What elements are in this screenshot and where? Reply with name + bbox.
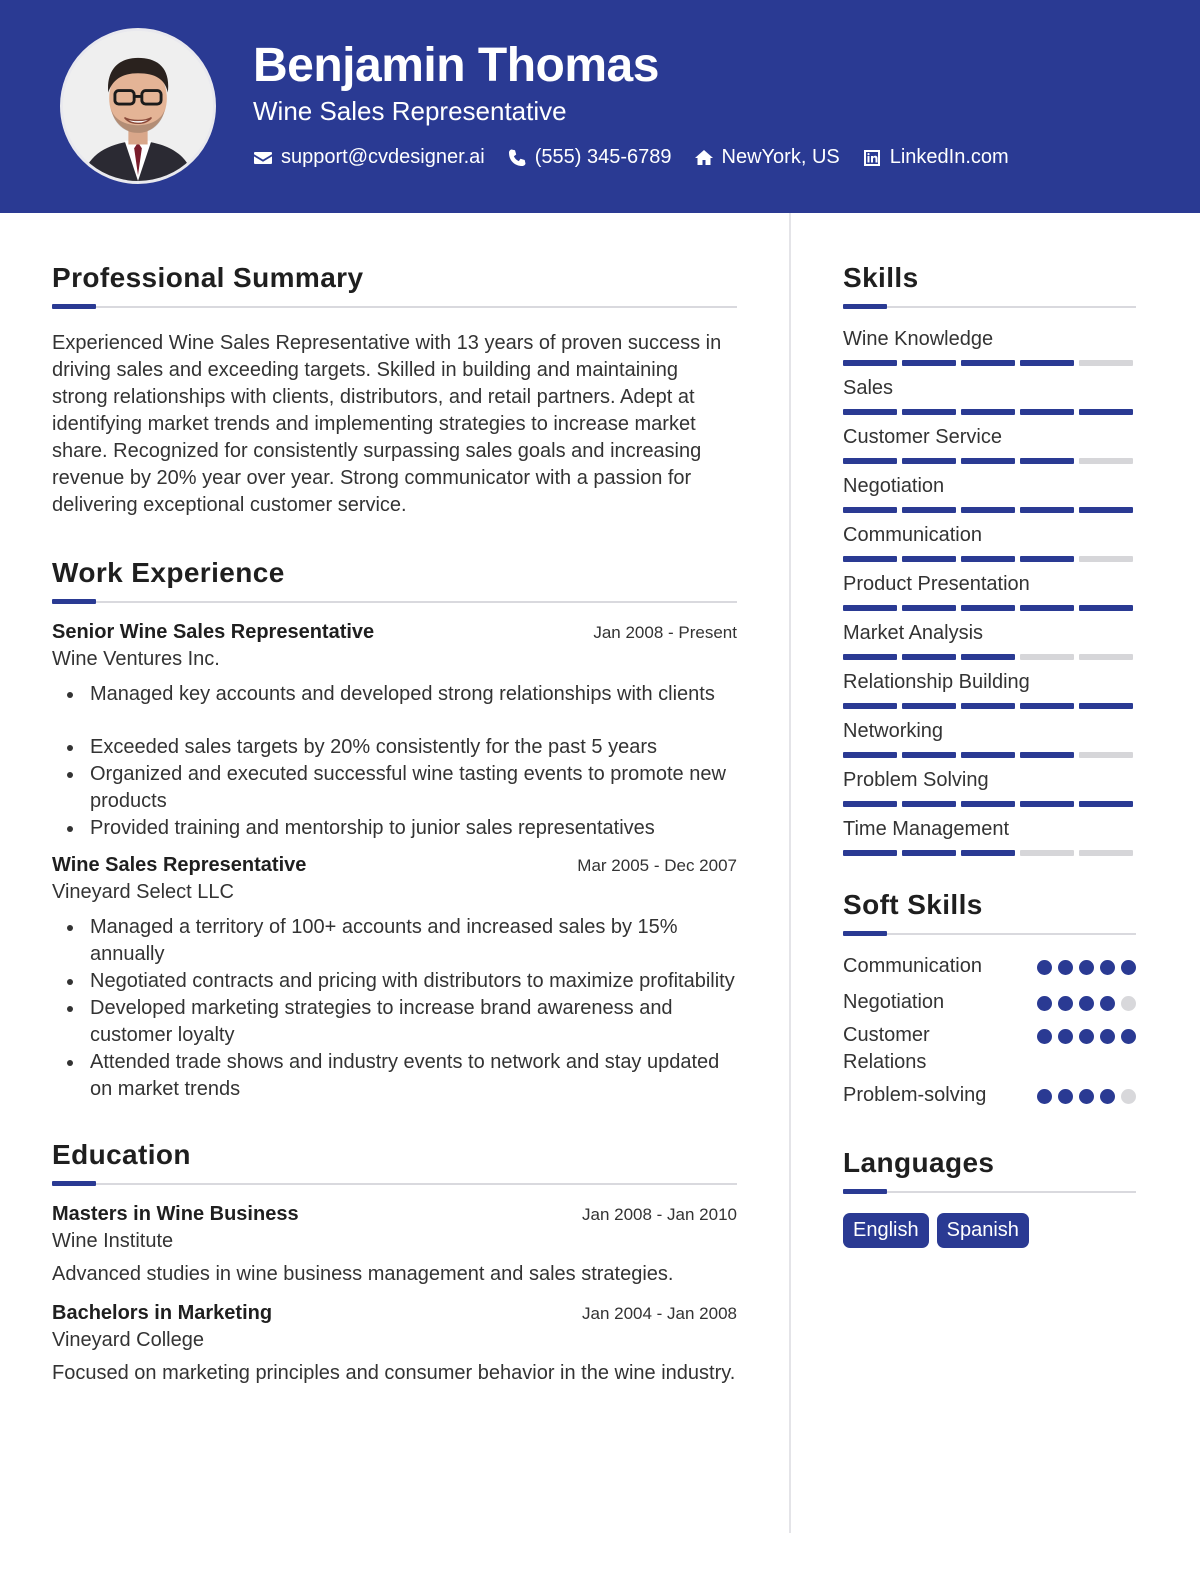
rating-dot (1079, 960, 1094, 975)
list-item: Organized and executed successful wine tasting events to promote new products (52, 761, 737, 815)
skills-section (843, 262, 1136, 865)
rating-dot (1079, 996, 1094, 1011)
skill-name: Customer Service (843, 426, 1002, 448)
job-date: Mar 2005 - Dec 2007 (577, 856, 737, 875)
skill-level-segment (843, 654, 897, 660)
main-column (52, 262, 737, 1387)
contact-location (694, 146, 840, 169)
rating-dot (1058, 1029, 1073, 1044)
section-rule (52, 599, 737, 605)
rating-dot (1058, 996, 1073, 1011)
section-title: Languages (843, 1147, 995, 1178)
contact-email[interactable] (253, 146, 485, 169)
degree-title: Masters in Wine Business (52, 1203, 299, 1225)
skill-level-segment (1020, 654, 1074, 660)
skill-level-segment (961, 409, 1015, 415)
section-title: Skills (843, 262, 919, 293)
skill-item (843, 767, 1136, 816)
resume-header (0, 0, 1200, 213)
education-description: Advanced studies in wine business management and sales strategies. (52, 1263, 674, 1285)
skill-item (843, 424, 1136, 473)
job-company: Wine Ventures Inc. (52, 648, 220, 670)
section-title: Work Experience (52, 557, 285, 588)
skill-level-segment (902, 850, 956, 856)
skill-level-segment (1020, 507, 1074, 513)
job-entry (52, 854, 737, 1103)
skill-level-segment (1079, 507, 1133, 513)
skill-level-bar (843, 409, 1136, 415)
rating-dot (1100, 996, 1115, 1011)
skill-level-segment (1020, 556, 1074, 562)
skill-level-segment (843, 703, 897, 709)
skill-name: Wine Knowledge (843, 328, 994, 350)
skill-level-segment (961, 507, 1015, 513)
soft-skill-item (843, 989, 1136, 1016)
school-name: Wine Institute (52, 1230, 174, 1252)
skill-name: Sales (843, 377, 894, 399)
skill-level-segment (902, 360, 956, 366)
language-tag: Spanish (937, 1213, 1029, 1248)
skills-list (843, 326, 1136, 865)
skill-item (843, 718, 1136, 767)
skill-level-segment (843, 801, 897, 807)
skill-level-segment (1079, 458, 1133, 464)
rating-dot (1037, 960, 1052, 975)
profile-photo-illustration (63, 31, 213, 181)
contact-email-text: support@cvdesigner.ai (281, 146, 485, 168)
contact-location-text: NewYork, US (721, 146, 840, 168)
skill-name: Market Analysis (843, 622, 984, 644)
rating-dot (1058, 1089, 1073, 1104)
skill-level-segment (843, 850, 897, 856)
skill-level-bar (843, 556, 1136, 562)
skill-level-segment (902, 409, 956, 415)
job-company: Vineyard Select LLC (52, 881, 234, 903)
job-bullets (52, 681, 737, 842)
rating-dot (1037, 1089, 1052, 1104)
skill-level-segment (1079, 605, 1133, 611)
list-item: Attended trade shows and industry events to network and stay updated on market trends (52, 1049, 737, 1103)
profile-photo (60, 28, 216, 184)
soft-skill-item (843, 1022, 1136, 1076)
section-rule (52, 1181, 737, 1187)
rating-dot (1079, 1029, 1094, 1044)
skill-level-segment (961, 360, 1015, 366)
skill-level-segment (961, 654, 1015, 660)
skill-level-segment (1079, 752, 1133, 758)
skill-level-segment (961, 605, 1015, 611)
contact-list (253, 146, 1009, 169)
rating-dot (1100, 960, 1115, 975)
education-entry (52, 1203, 737, 1288)
skill-level-segment (902, 556, 956, 562)
candidate-name: Benjamin Thomas (253, 39, 659, 92)
soft-skill-rating (1037, 989, 1136, 1011)
skill-level-segment (1079, 703, 1133, 709)
skill-level-segment (1020, 605, 1074, 611)
section-title: Professional Summary (52, 262, 364, 293)
rating-dot (1121, 1089, 1136, 1104)
experience-section (52, 557, 737, 1103)
skill-item (843, 816, 1136, 865)
skill-level-bar (843, 850, 1136, 856)
soft-skills-section (843, 889, 1136, 1109)
skill-level-segment (902, 703, 956, 709)
rating-dot (1121, 1029, 1136, 1044)
skill-item (843, 473, 1136, 522)
skill-level-segment (1020, 458, 1074, 464)
soft-skill-rating (1037, 1082, 1136, 1104)
skill-item (843, 620, 1136, 669)
list-item: Managed a territory of 100+ accounts and increased sales by 15% annually (52, 914, 737, 968)
skill-level-segment (961, 801, 1015, 807)
education-section (52, 1139, 737, 1387)
soft-skill-rating (1037, 953, 1136, 975)
language-tag: English (843, 1213, 929, 1248)
summary-text: Experienced Wine Sales Representative with 13 years of proven success in driving sales and exceeding targets. Skilled in building and maintaining strong relationships with clients, distributors, and retail partners. Adept at identifying market trends and implementing strategies to increase market share. Recognized for consistently surpassing sales goals and increasing revenue by 20% year over year. Strong communicator with a passion for delivering exceptional customer service. (52, 332, 722, 516)
summary-section (52, 262, 737, 519)
skill-level-segment (843, 360, 897, 366)
skill-level-segment (902, 507, 956, 513)
skill-level-segment (1020, 703, 1074, 709)
soft-skill-name: Communication (843, 955, 982, 977)
skill-name: Networking (843, 720, 944, 742)
skill-item (843, 522, 1136, 571)
linkedin-icon (862, 148, 882, 168)
education-entry (52, 1302, 737, 1387)
skill-level-segment (961, 458, 1015, 464)
phone-icon (507, 148, 527, 168)
skill-level-segment (1079, 360, 1133, 366)
skill-name: Communication (843, 524, 982, 546)
skill-item (843, 571, 1136, 620)
section-rule (843, 304, 1136, 310)
rating-dot (1058, 960, 1073, 975)
skill-level-segment (1020, 752, 1074, 758)
skill-name: Relationship Building (843, 671, 1030, 693)
skill-name: Time Management (843, 818, 1009, 840)
skill-level-bar (843, 801, 1136, 807)
candidate-role: Wine Sales Representative (253, 96, 567, 126)
contact-linkedin-text: LinkedIn.com (889, 146, 1009, 168)
skill-level-bar (843, 605, 1136, 611)
job-title: Wine Sales Representative (52, 854, 307, 876)
skill-level-bar (843, 507, 1136, 513)
language-tags (843, 1213, 1136, 1248)
skill-level-segment (1079, 801, 1133, 807)
soft-skill-name: Customer Relations (843, 1024, 930, 1073)
skill-level-segment (843, 752, 897, 758)
skill-level-segment (961, 752, 1015, 758)
skill-level-segment (1079, 556, 1133, 562)
list-item: Managed key accounts and developed strong relationships with clients (52, 681, 737, 708)
envelope-icon (253, 148, 273, 168)
job-date: Jan 2008 - Present (593, 623, 737, 642)
skill-name: Product Presentation (843, 573, 1030, 595)
section-rule (843, 1189, 1136, 1195)
soft-skill-name: Negotiation (843, 991, 945, 1013)
sidebar-column (843, 262, 1136, 1248)
rating-dot (1100, 1029, 1115, 1044)
rating-dot (1121, 996, 1136, 1011)
skill-level-segment (961, 556, 1015, 562)
skill-name: Negotiation (843, 475, 945, 497)
home-icon (694, 148, 714, 168)
soft-skill-rating (1037, 1022, 1136, 1044)
skill-level-segment (1020, 850, 1074, 856)
skill-level-segment (902, 752, 956, 758)
skill-level-segment (843, 409, 897, 415)
skill-level-segment (902, 605, 956, 611)
rating-dot (1121, 960, 1136, 975)
skill-level-segment (902, 458, 956, 464)
section-title: Soft Skills (843, 889, 983, 920)
skill-level-segment (961, 850, 1015, 856)
skill-level-segment (902, 654, 956, 660)
skill-level-segment (902, 801, 956, 807)
soft-skill-item (843, 1082, 1136, 1109)
skill-level-bar (843, 654, 1136, 660)
section-rule (52, 304, 737, 310)
soft-skill-name: Problem-solving (843, 1084, 987, 1106)
skill-level-segment (843, 605, 897, 611)
skill-name: Problem Solving (843, 769, 989, 791)
rating-dot (1079, 1089, 1094, 1104)
skill-item (843, 375, 1136, 424)
skill-level-segment (1079, 850, 1133, 856)
rating-dot (1037, 996, 1052, 1011)
job-bullets (52, 914, 737, 1103)
rating-dot (1037, 1029, 1052, 1044)
contact-linkedin[interactable] (862, 146, 1009, 169)
rating-dot (1100, 1089, 1115, 1104)
degree-title: Bachelors in Marketing (52, 1302, 273, 1324)
section-title: Education (52, 1139, 191, 1170)
skill-level-bar (843, 458, 1136, 464)
soft-skills-list (843, 953, 1136, 1109)
education-date: Jan 2004 - Jan 2008 (581, 1304, 737, 1323)
skill-level-segment (843, 458, 897, 464)
skill-level-bar (843, 360, 1136, 366)
education-date: Jan 2008 - Jan 2010 (581, 1205, 737, 1224)
skill-level-bar (843, 752, 1136, 758)
section-rule (843, 931, 1136, 937)
skill-level-segment (961, 703, 1015, 709)
skill-level-segment (1020, 801, 1074, 807)
skill-level-segment (843, 556, 897, 562)
skill-item (843, 326, 1136, 375)
list-item: Exceeded sales targets by 20% consistently for the past 5 years (52, 734, 737, 761)
list-item: Developed marketing strategies to increase brand awareness and customer loyalty (52, 995, 737, 1049)
job-title: Senior Wine Sales Representative (52, 621, 375, 643)
list-item: Negotiated contracts and pricing with distributors to maximize profitability (52, 968, 737, 995)
skill-level-segment (1079, 409, 1133, 415)
skill-level-segment (1020, 409, 1074, 415)
skill-item (843, 669, 1136, 718)
contact-phone-text: (555) 345-6789 (534, 146, 672, 168)
contact-phone[interactable] (507, 146, 672, 169)
skill-level-bar (843, 703, 1136, 709)
list-item: Provided training and mentorship to junior sales representatives (52, 815, 737, 842)
education-description: Focused on marketing principles and consumer behavior in the wine industry. (52, 1362, 736, 1384)
skill-level-segment (1079, 654, 1133, 660)
column-divider (789, 213, 791, 1533)
job-entry (52, 621, 737, 842)
soft-skill-item (843, 953, 1136, 980)
skill-level-segment (843, 507, 897, 513)
languages-section (843, 1147, 1136, 1248)
school-name: Vineyard College (52, 1329, 204, 1351)
skill-level-segment (1020, 360, 1074, 366)
